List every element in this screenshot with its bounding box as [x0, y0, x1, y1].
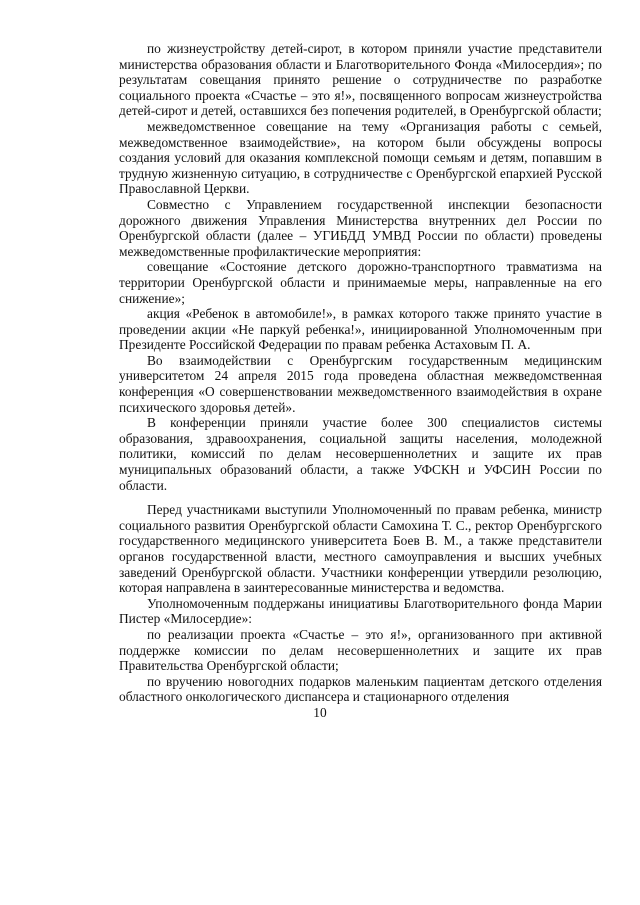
paragraph-3: Совместно с Управлением государственной инспекции безопасности дорожного движения Управления Министерства внутренних дел России по Оренбургской области (далее – УГИБДД УМВД России по области) проведены межведомственные профилактические мероприятия: — [119, 196, 602, 259]
paragraph-4: совещание «Состояние детского дорожно-транспортного травматизма на территории Оренбургской области и принимаемые меры, направленные на его снижение»; — [119, 259, 602, 306]
paragraph-7: В конференции приняли участие более 300 специалистов системы образования, здравоохранения, социальной защиты населения, молодежной политики, комиссий по делам несовершеннолетних и защите их прав муниципальных образований области, а также УФСКН и УФСИН России по области. — [119, 415, 602, 493]
paragraph-9: Уполномоченным поддержаны инициативы Благотворительного фонда Марии Пистер «Милосердие»: — [119, 595, 602, 627]
document-body — [119, 41, 602, 705]
paragraph-2: межведомственное совещание на тему «Организация работы с семьей, межведомственное взаимодействие», на котором были обсуждены вопросы создания условий для оказания комплексной помощи семьям и детям, попавшим в трудную жизненную ситуацию, в сотрудничестве с Оренбургской епархией Русской Православной Церкви. — [119, 118, 602, 197]
paragraph-5: акция «Ребенок в автомобиле!», в рамках которого также принято участие в проведении акции «Не паркуй ребенка!», инициированной Уполномоченным при Президенте Российской Федерации по правам ребенка Астаховым П. А. — [119, 306, 602, 353]
paragraph-10: по реализации проекта «Счастье – это я!», организованного при активной поддержке комиссии по делам несовершеннолетних и защите их прав Правительства Оренбургской области; — [119, 626, 602, 674]
paragraph-8: Перед участниками выступили Уполномоченный по правам ребенка, министр социального развития Оренбургской области Самохина Т. С., ректор Оренбургского государственного медицинского университета Боев В. М., а также представители органов государственной власти, местного самоуправления и высших учебных заведений Оренбургской области. Участники конференции утвердили резолюцию, которая направлена в заинтересованные министерства и ведомства. — [119, 502, 602, 596]
page-number: 10 — [313, 705, 327, 720]
paragraph-1: по жизнеустройству детей-сирот, в котором приняли участие представители министерства образования области и Благотворительного Фонда «Милосердия»; по результатам совещания принято решение о сотрудничестве по разработке социального проекта «Счастье – это я!», посвященного вопросам жизнеустройства детей-сирот и детей, оставшихся без попечения родителей, в Оренбургской области; — [119, 41, 602, 119]
paragraph-11: по вручению новогодних подарков маленьким пациентам детского отделения областного онкологического диспансера и стационарного отделения — [119, 673, 602, 705]
paragraph-6: Во взаимодействии с Оренбургским государственным медицинским университетом 24 апреля 2015 года проведена областная межведомственная конференция «О совершенствовании межведомственного взаимодействия в охране психического здоровья детей». — [119, 352, 602, 415]
